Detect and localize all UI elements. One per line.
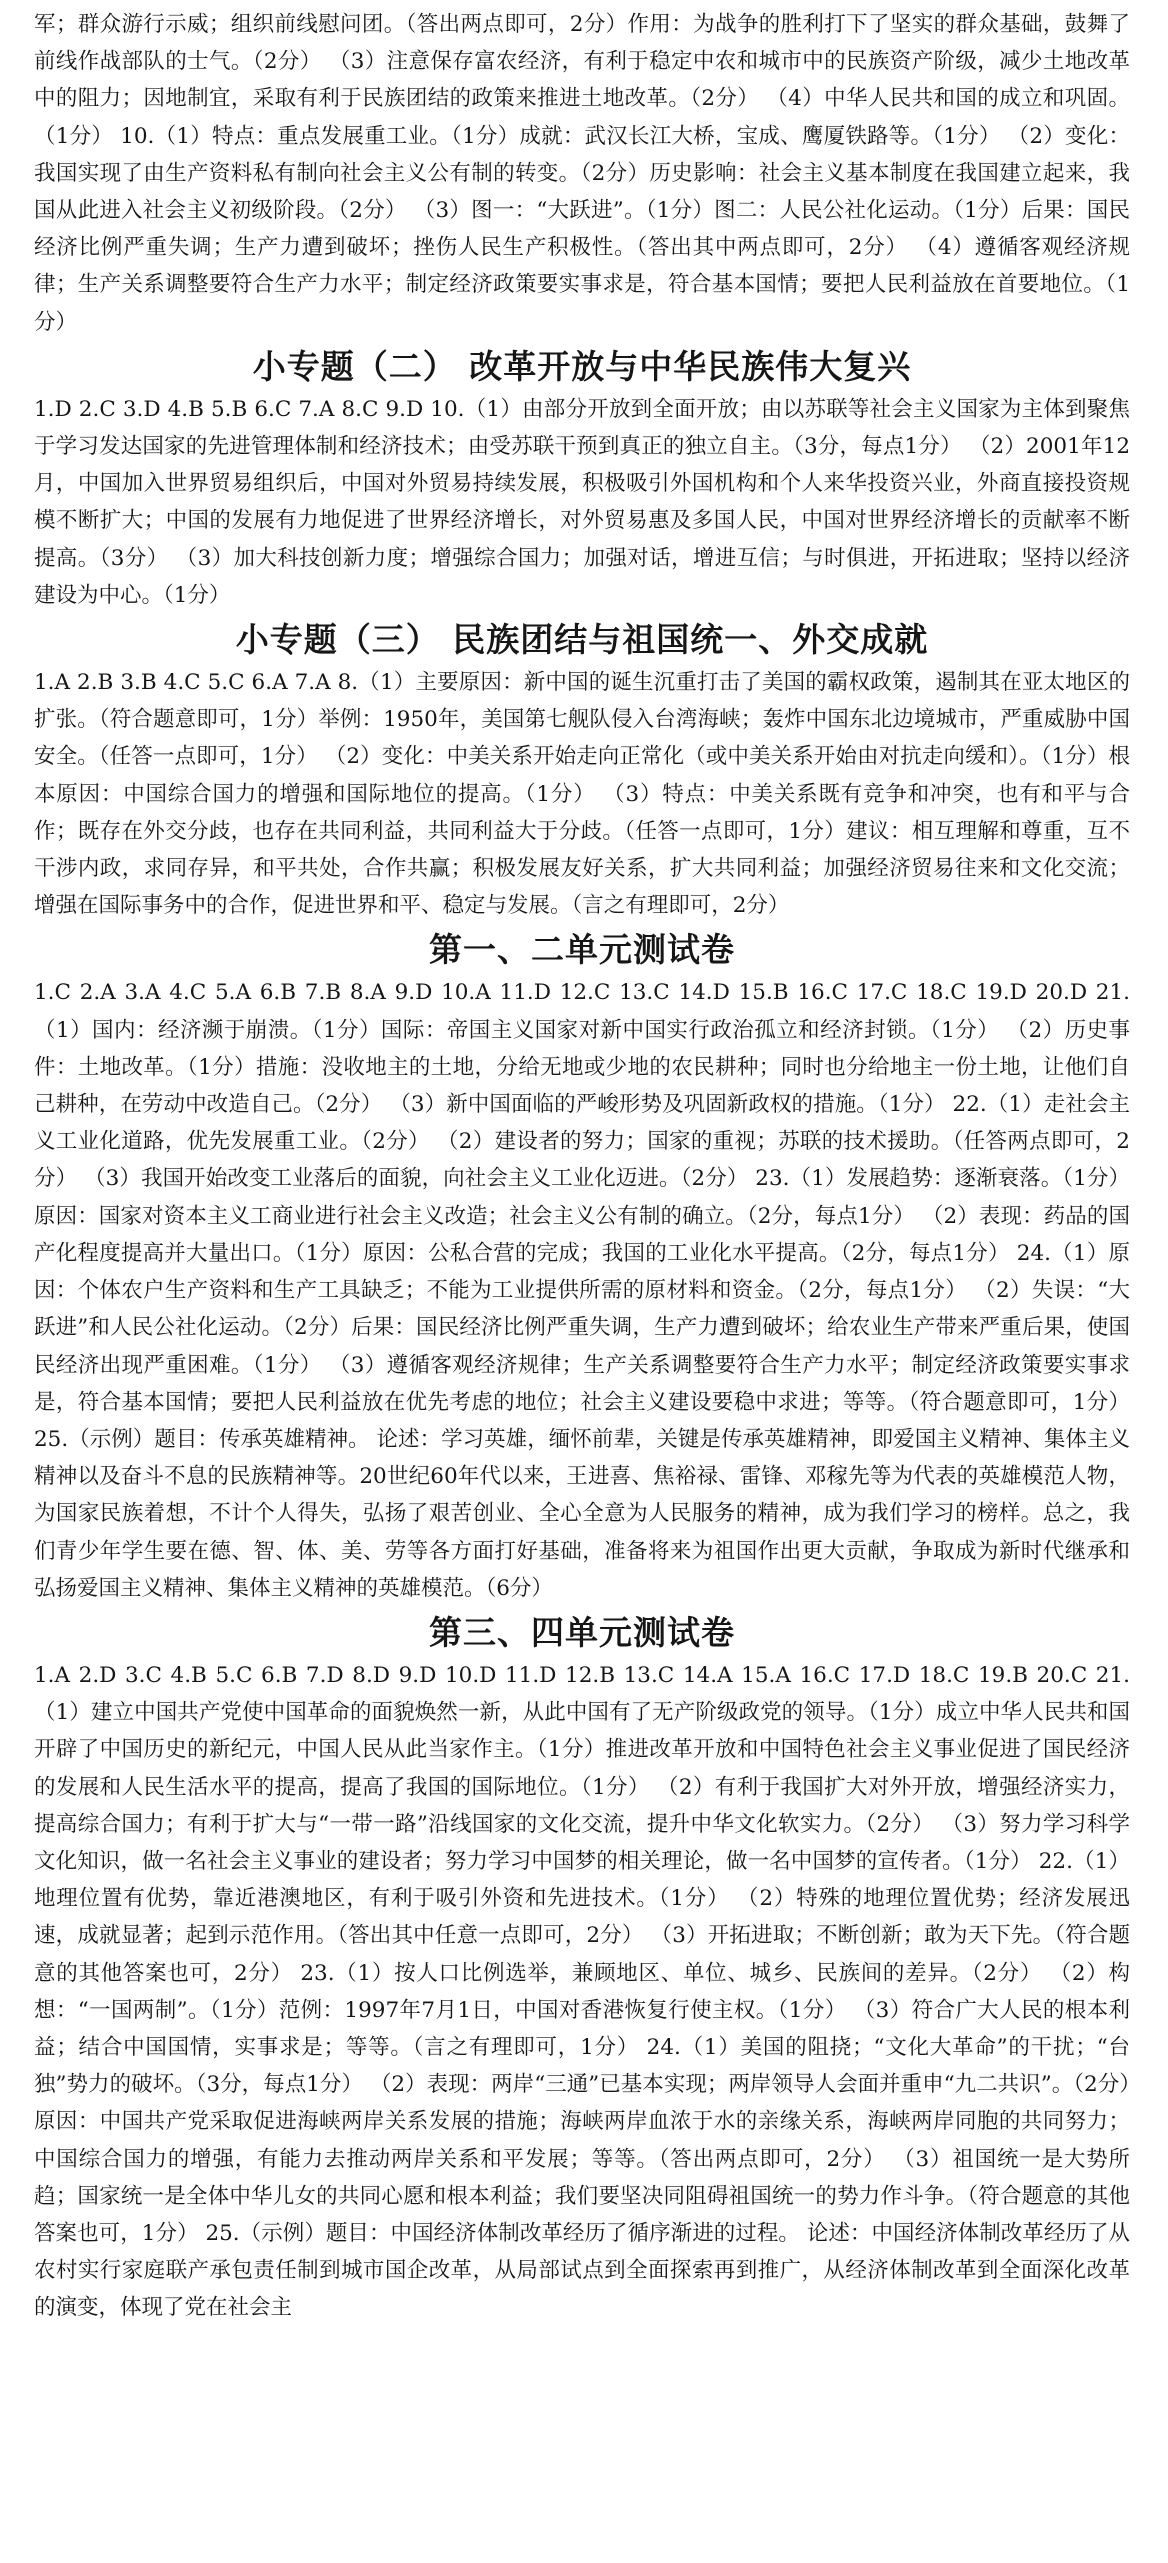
section-topic-3-body: 1.A 2.B 3.B 4.C 5.C 6.A 7.A 8.（1）主要原因：新中国的诞生沉重打击了美国的霸权政策，遏制其在亚太地区的扩张。（符合题意即可，1分）举例：1950年，美国第七舰队侵入台湾海峡；轰炸中国东北边境城市，严重威胁中国安全。（任答一点即可，1分） （2）变化：中美关系开始走向正常化（或中美关系开始由对抗走向缓和）。（1分）根本原因：中国综合国力的增强和国际地位的提高。（1分） （3）特点：中美关系既有竞争和冲突，也有和平与合作；既存在外交分歧，也存在共同利益，共同利益大于分歧。（任答一点即可，1分）建议：相互理解和尊重，互不干涉内政，求同存异，和平共处，合作共赢；积极发展友好关系，扩大共同利益；加强经济贸易往来和文化交流；增强在国际事务中的合作，促进世界和平、稳定与发展。（言之有理即可，2分） (34, 670, 1130, 919)
section-unit-3-4-heading: 第三、四单元测试卷 (429, 1612, 735, 1652)
section-unit-1-2-heading: 第一、二单元测试卷 (429, 930, 735, 970)
section-intro (34, 6, 1130, 341)
section-topic-2-body: 1.D 2.C 3.D 4.B 5.B 6.C 7.A 8.C 9.D 10.（1）由部分开放到全面开放；由以苏联等社会主义国家为主体到聚焦于学习发达国家的先进管理体制和经济技术；由受苏联干预到真正的独立自主。（3分，每点1分） （2）2001年12月，中国加入世界贸易组织后，中国对外贸易持续发展，积极吸引外国机构和个人来华投资兴业，外商直接投资规模不断扩大；中国的发展有力地促进了世界经济增长，对外贸易惠及多国人民，中国对世界经济增长的贡献率不断提高。（3分） （3）加大科技创新力度；增强综合国力；加强对话，增进互信；与时俱进，开拓进取；坚持以经济建设为中心。（1分） (34, 396, 1130, 608)
section-unit-3-4-body: 1.A 2.D 3.C 4.B 5.C 6.B 7.D 8.D 9.D 10.D 11.D 12.B 13.C 14.A 15.A 16.C 17.D 18.C 19.B 20.C 21.（1）建立中国共产党使中国革命的面貌焕然一新，从此中国有了无产阶级政党的领导。（1分）成立中华人民共和国开辟了中国历史的新纪元，中国人民从此当家作主。（1分）推进改革开放和中国特色社会主义事业促进了国民经济的发展和人民生活水平的提高，提高了我国的国际地位。（1分） （2）有利于我国扩大对外开放，增强经济实力，提高综合国力；有利于扩大与“一带一路”沿线国家的文化交流，提升中华文化软实力。（2分） （3）努力学习科学文化知识，做一名社会主义事业的建设者；努力学习中国梦的相关理论，做一名中国梦的宣传者。（1分） 22.（1）地理位置有优势，靠近港澳地区，有利于吸引外资和先进技术。（1分） （2）特殊的地理位置优势；经济发展迅速，成就显著；起到示范作用。（答出其中任意一点即可，2分） （3）开拓进取；不断创新；敢为天下先。（符合题意的其他答案也可，2分） 23.（1）按人口比例选举，兼顾地区、单位、城乡、民族间的差异。（2分） （2）构想：“一国两制”。（1分）范例：1997年7月1日，中国对香港恢复行使主权。（1分） （3）符合广大人民的根本利益；结合中国国情，实事求是；等等。（言之有理即可，1分） 24.（1）美国的阻挠；“文化大革命”的干扰；“台独”势力的破坏。（3分，每点1分） （2）表现：两岸“三通”已基本实现；两岸领导人会面并重申“九二共识”。（2分）原因：中国共产党采取促进海峡两岸关系发展的措施；海峡两岸血浓于水的亲缘关系，海峡两岸同胞的共同努力；中国综合国力的增强，有能力去推动两岸关系和平发展；等等。（答出两点即可，2分） （3）祖国统一是大势所趋；国家统一是全体中华儿女的共同心愿和根本利益；我们要坚决同阻碍祖国统一的势力作斗争。（符合题意的其他答案也可，1分） 25.（示例）题目：中国经济体制改革经历了循序渐进的过程。 论述：中国经济体制改革经历了从农村实行家庭联产承包责任制到城市国企改革，从局部试点到全面探索再到推广，从经济体制改革到全面深化改革的演变，体现了党在社会主 (34, 1662, 1130, 2321)
section-topic-3-heading: 小专题（三） 民族团结与祖国统一、外交成就 (235, 620, 929, 660)
section-unit-1-2-body: 1.C 2.A 3.A 4.C 5.A 6.B 7.B 8.A 9.D 10.A 11.D 12.C 13.C 14.D 15.B 16.C 17.C 18.C 19.D 20.D 21.（1）国内：经济濒于崩溃。（1分）国际：帝国主义国家对新中国实行政治孤立和经济封锁。（1分） （2）历史事件：土地改革。（1分）措施：没收地主的土地，分给无地或少地的农民耕种；同时也分给地主一份土地，让他们自己耕种，在劳动中改造自己。（2分） （3）新中国面临的严峻形势及巩固新政权的措施。（1分） 22.（1）走社会主义工业化道路，优先发展重工业。（2分） （2）建设者的努力；国家的重视；苏联的技术援助。（任答两点即可，2分） （3）我国开始改变工业落后的面貌，向社会主义工业化迈进。（2分） 23.（1）发展趋势：逐渐衰落。（1分）原因：国家对资本主义工商业进行社会主义改造；社会主义公有制的确立。（2分，每点1分） （2）表现：药品的国产化程度提高并大量出口。（1分）原因：公私合营的完成；我国的工业化水平提高。（2分，每点1分） 24.（1）原因：个体农户生产资料和生产工具缺乏；不能为工业提供所需的原材料和资金。（2分，每点1分） （2）失误：“大跃进”和人民公社化运动。（2分）后果：国民经济比例严重失调，生产力遭到破坏；给农业生产带来严重后果，使国民经济出现严重困难。（1分） （3）遵循客观经济规律；生产关系调整要符合生产力水平；制定经济政策要实事求是，符合基本国情；要把人民利益放在优先考虑的地位；社会主义建设要稳中求进；等等。（符合题意即可，1分） 25.（示例）题目：传承英雄精神。 论述：学习英雄，缅怀前辈，关键是传承英雄精神，即爱国主义精神、集体主义精神以及奋斗不息的民族精神等。20世纪60年代以来，王进喜、焦裕禄、雷锋、邓稼先等为代表的英雄模范人物，为国家民族着想，不计个人得失，弘扬了艰苦创业、全心全意为人民服务的精神，成为我们学习的榜样。总之，我们青少年学生要在德、智、体、美、劳等各方面打好基础，准备将来为祖国作出更大贡献，争取成为新时代继承和弘扬爱国主义精神、集体主义精神的英雄模范。（6分） (34, 980, 1130, 1601)
section-unit-3-4-test (34, 1611, 1130, 2327)
section-topic-2-heading: 小专题（二） 改革开放与中华民族伟大复兴 (252, 346, 912, 386)
section-topic-3 (34, 618, 1130, 924)
section-intro-body: 军；群众游行示威；组织前线慰问团。（答出两点即可，2分）作用：为战争的胜利打下了坚实的群众基础，鼓舞了前线作战部队的士气。（2分） （3）注意保存富农经济，有利于稳定中农和城市中的民族资产阶级，减少土地改革中的阻力；因地制宜，采取有利于民族团结的政策来推进土地改革。（2分） （4）中华人民共和国的成立和巩固。（1分） 10.（1）特点：重点发展重工业。（1分）成就：武汉长江大桥，宝成、鹰厦铁路等。（1分） （2）变化：我国实现了由生产资料私有制向社会主义公有制的转变。（2分）历史影响：社会主义基本制度在我国建立起来，我国从此进入社会主义初级阶段。（2分） （3）图一：“大跃进”。（1分）图二：人民公社化运动。（1分）后果：国民经济比例严重失调；生产力遭到破坏；挫伤人民生产积极性。（答出其中两点即可，2分） （4）遵循客观经济规律；生产关系调整要符合生产力水平；制定经济政策要实事求是，符合基本国情；要把人民利益放在首要地位。（1分） (34, 12, 1130, 335)
section-unit-1-2-test (34, 928, 1130, 1606)
section-topic-2 (34, 345, 1130, 614)
